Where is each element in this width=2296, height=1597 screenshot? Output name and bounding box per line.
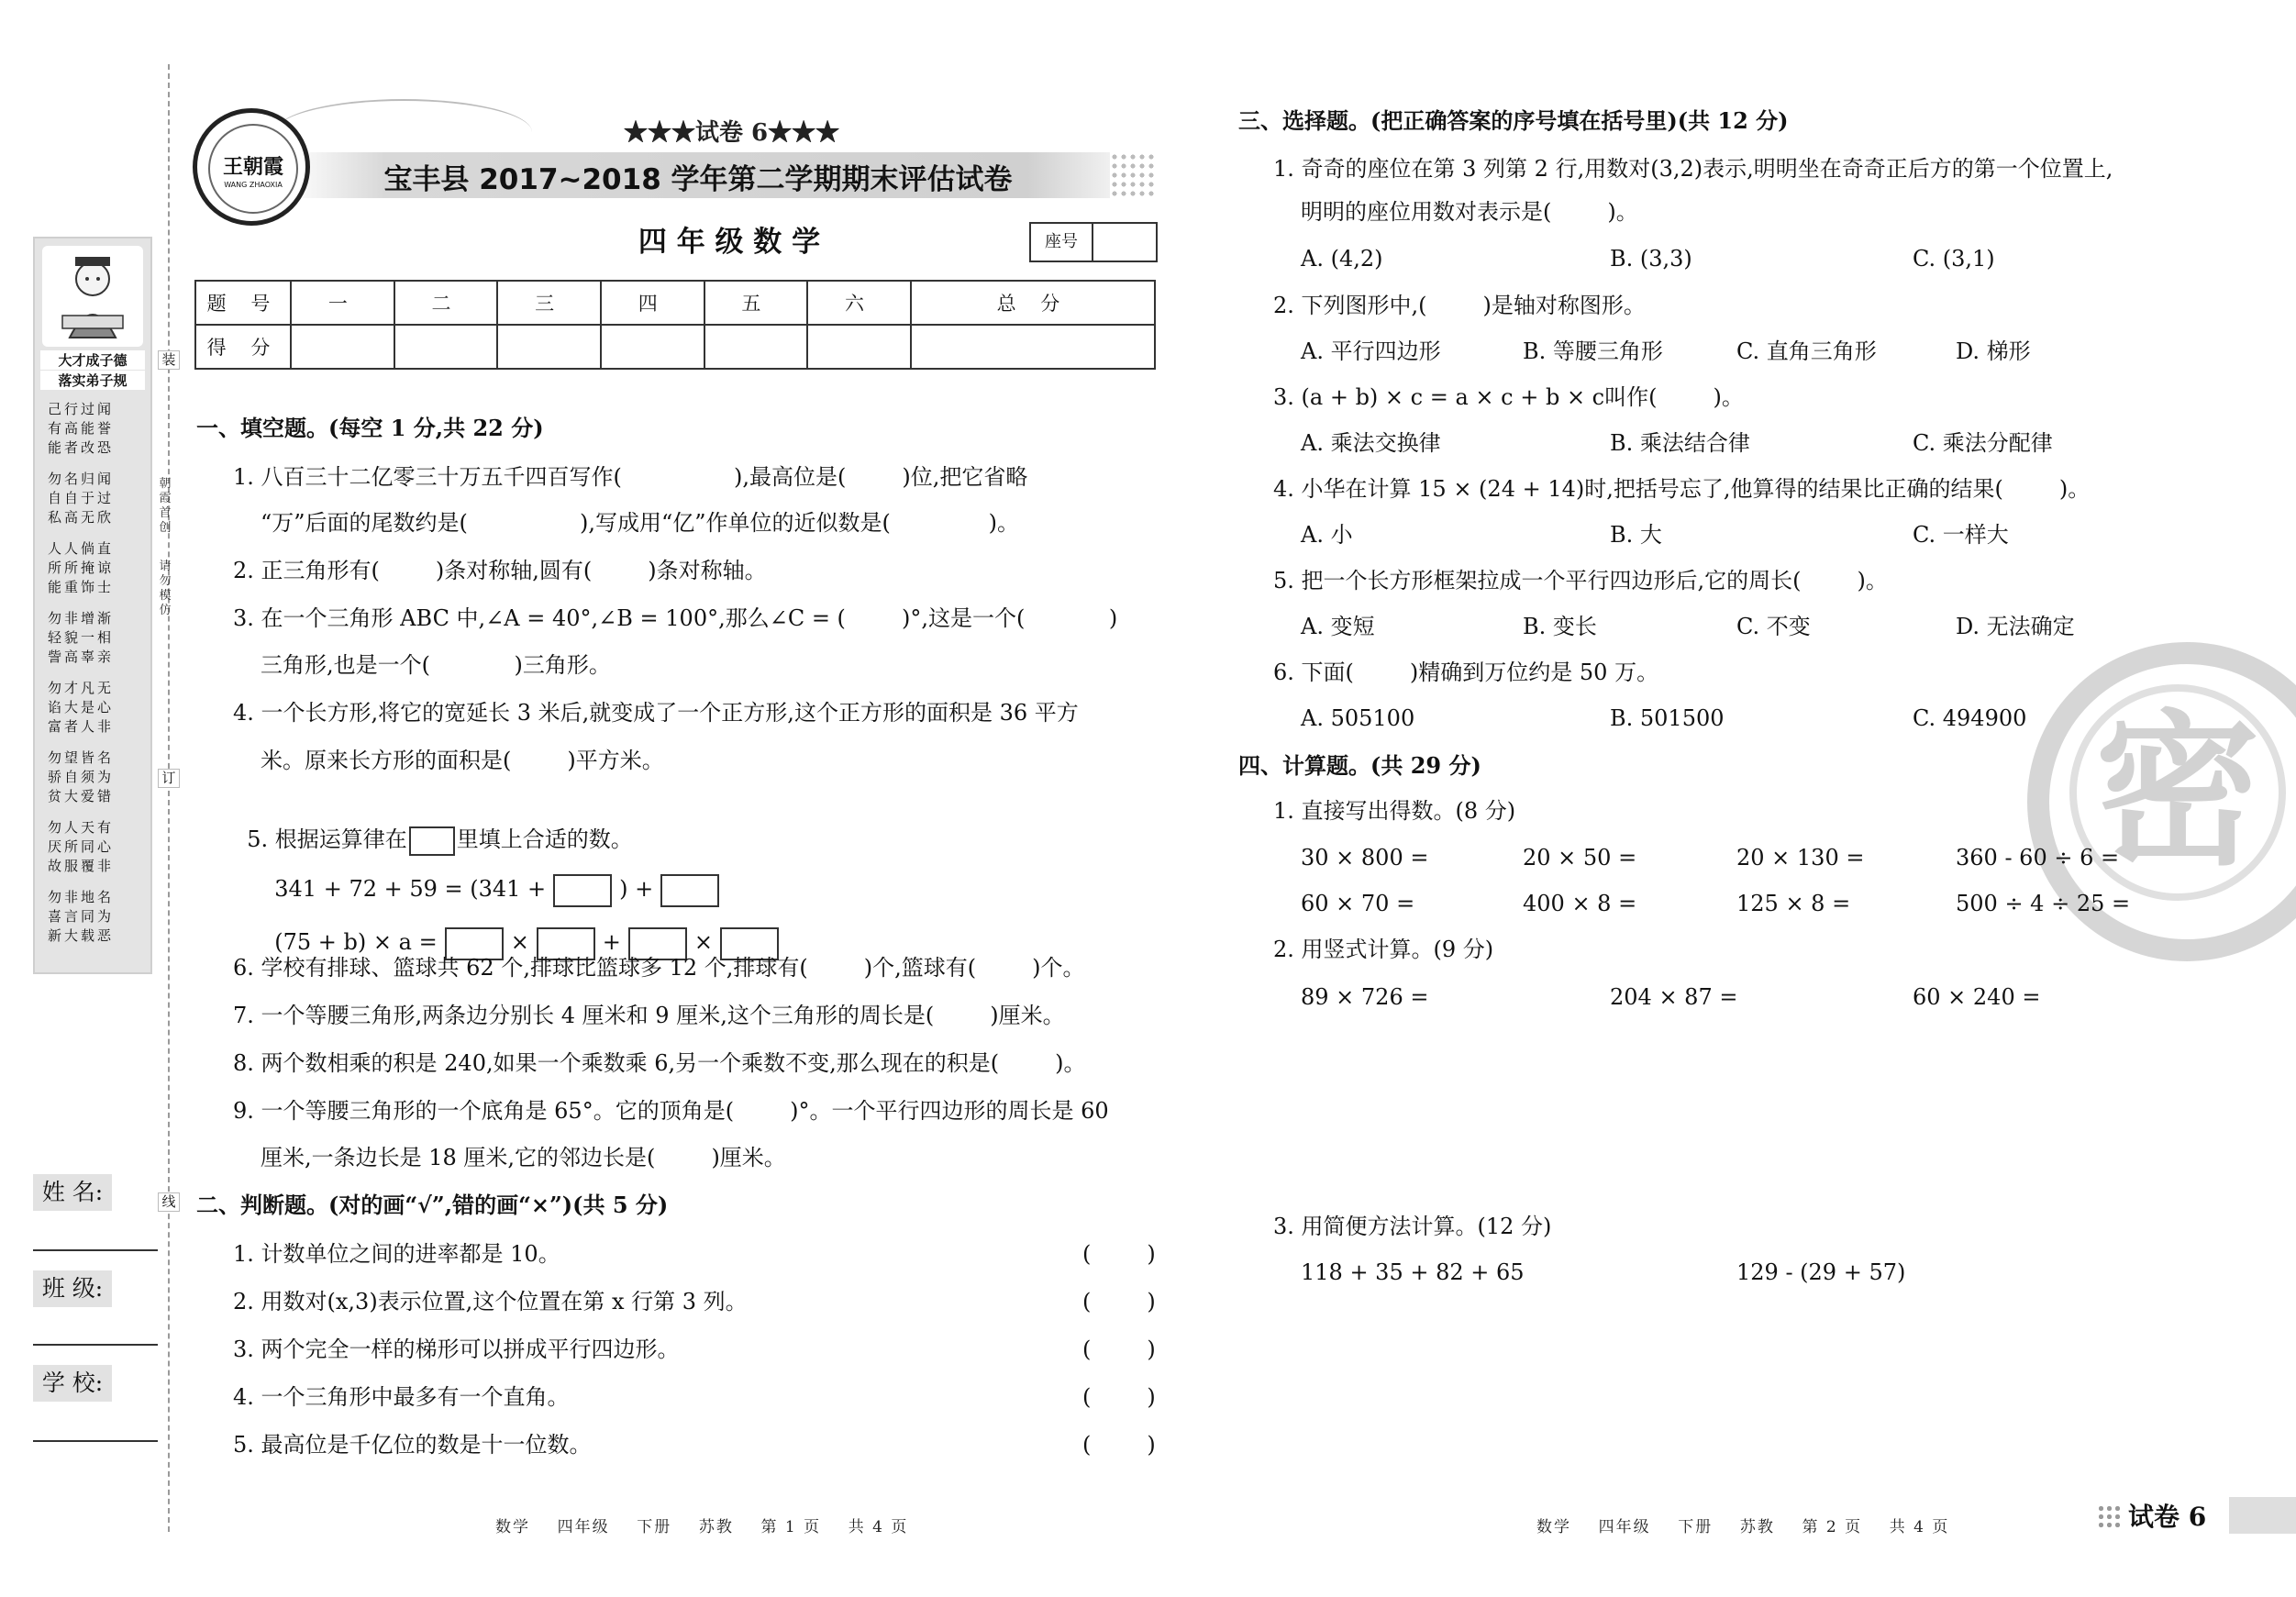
side-note-2: 请勿模仿 bbox=[159, 560, 172, 617]
op-times: × bbox=[510, 929, 529, 955]
op-plus: + bbox=[602, 929, 621, 955]
calc-item: 360 - 60 ÷ 6 = bbox=[1956, 845, 2120, 871]
score-cell[interactable] bbox=[704, 325, 808, 369]
footer-left: 数学 四年级 下册 苏教 第 1 页 共 4 页 bbox=[495, 1518, 909, 1536]
question-line: 9. 一个等腰三角形的一个底角是 65°。它的顶角是( )°。一个平行四边形的周长是 60 bbox=[233, 1098, 1109, 1124]
part-2-title: 2. 用竖式计算。(9 分) bbox=[1273, 937, 1494, 962]
score-cell[interactable] bbox=[394, 325, 498, 369]
judge-item: 1. 计数单位之间的进率都是 10。 bbox=[233, 1241, 560, 1267]
name-label: 姓 名: bbox=[33, 1174, 112, 1211]
score-table bbox=[194, 280, 1156, 370]
table-cell: 三 bbox=[497, 281, 601, 325]
question-line: 6. 下面( )精确到万位约是 50 万。 bbox=[1273, 660, 1659, 685]
question-line: 4. 一个长方形,将它的宽延长 3 米后,就变成了一个正方形,这个正方形的面积是 36 平方 bbox=[233, 700, 1079, 726]
option-a: A. 乘法交换律 bbox=[1301, 430, 1441, 456]
rule-block: 勿才凡无 谄大是心 富者人非 bbox=[48, 680, 115, 735]
calc-item: 60 × 240 = bbox=[1913, 984, 2041, 1010]
banner-dots bbox=[1110, 152, 1154, 198]
question-line: 2. 下列图形中,( )是轴对称图形。 bbox=[1273, 293, 1646, 318]
binding-tag-zhuang: 装 bbox=[158, 350, 180, 370]
question-line: 5. 把一个长方形框架拉成一个平行四边形后,它的周长( )。 bbox=[1273, 568, 1888, 593]
question-line: 8. 两个数相乘的积是 240,如果一个乘数乘 6,另一个乘数不变,那么现在的积是( )。 bbox=[233, 1050, 1086, 1076]
binding-tag-xian: 线 bbox=[158, 1192, 180, 1212]
option-b: B. 大 bbox=[1610, 522, 1662, 548]
side-note-1: 朝霞首创 bbox=[159, 477, 172, 535]
question-line: 明明的座位用数对表示是( )。 bbox=[1301, 199, 1638, 225]
option-c: C. 乘法分配律 bbox=[1913, 430, 2053, 456]
op-times: × bbox=[693, 929, 714, 955]
q5-prefix: 5. 根据运算律在 bbox=[247, 826, 407, 852]
question-line: 3. (a + b) × c = a × c + b × c叫作( )。 bbox=[1273, 384, 1744, 410]
score-cell[interactable] bbox=[601, 325, 704, 369]
name-field[interactable] bbox=[33, 1249, 158, 1251]
question-line: “万”后面的尾数约是( ),写成用“亿”作单位的近似数是( )。 bbox=[261, 510, 1020, 536]
question-line: 2. 正三角形有( )条对称轴,圆有( )条对称轴。 bbox=[233, 558, 767, 583]
option-a: A. 小 bbox=[1301, 522, 1353, 548]
option-b: B. 等腰三角形 bbox=[1523, 338, 1663, 364]
judge-answer-paren[interactable]: ( ) bbox=[1082, 1432, 1156, 1458]
section-3-title: 三、选择题。(把正确答案的序号填在括号里)(共 12 分) bbox=[1238, 107, 1789, 134]
calc-item: 60 × 70 = bbox=[1301, 891, 1415, 916]
rule-block: 勿非地名 喜言同为 新大载恶 bbox=[48, 889, 115, 944]
table-cell: 总 分 bbox=[911, 281, 1155, 325]
part-1-title: 1. 直接写出得数。(8 分) bbox=[1273, 798, 1516, 824]
rule-block: 勿人天有 厌所同心 故服覆非 bbox=[48, 819, 115, 874]
score-table-score-row bbox=[195, 325, 1155, 369]
q5-suffix: 里填上合适的数。 bbox=[456, 826, 633, 852]
scholar-mascot-icon bbox=[42, 246, 143, 347]
class-label: 班 级: bbox=[33, 1270, 112, 1307]
eq1-part-a: 341 + 72 + 59 = (341 + bbox=[274, 876, 547, 902]
option-c: C. 494900 bbox=[1913, 705, 2027, 731]
rule-block: 勿非增渐 轻貌一相 訾高辜亲 bbox=[48, 610, 115, 665]
corner-paper-label: 试卷 6 bbox=[2128, 1502, 2207, 1532]
motto-line-2: 落实弟子规 bbox=[40, 371, 145, 390]
table-cell: 得 分 bbox=[195, 325, 291, 369]
exam-title: 宝丰县 2017~2018 学年第二学期期末评估试卷 bbox=[383, 163, 1013, 196]
table-cell: 二 bbox=[394, 281, 498, 325]
calc-item: 30 × 800 = bbox=[1301, 845, 1429, 871]
logo-text: 王朝霞 bbox=[222, 155, 283, 179]
q5-equation-2 bbox=[261, 895, 786, 960]
question-line: 6. 学校有排球、篮球共 62 个,排球比篮球多 12 个,排球有( )个,篮球有( )个。 bbox=[233, 955, 1085, 981]
option-c: C. 直角三角形 bbox=[1736, 338, 1877, 364]
section-2-title: 二、判断题。(对的画“√”,错的画“×”)(共 5 分) bbox=[196, 1192, 669, 1218]
option-d: D. 无法确定 bbox=[1956, 614, 2075, 639]
option-d: D. 梯形 bbox=[1956, 338, 2031, 364]
motto-line-1: 大才成子德 bbox=[40, 350, 145, 370]
seat-number-field[interactable] bbox=[1093, 224, 1156, 261]
calc-item: 500 ÷ 4 ÷ 25 = bbox=[1956, 891, 2131, 916]
question-line: 米。原来长方形的面积是( )平方米。 bbox=[261, 748, 664, 773]
judge-item: 5. 最高位是千亿位的数是十一位数。 bbox=[233, 1432, 592, 1458]
rule-block: 勿望皆名 骄自须为 贫大爱错 bbox=[48, 749, 115, 804]
question-line: 三角形,也是一个( )三角形。 bbox=[261, 652, 611, 678]
seat-label: 座号 bbox=[1031, 224, 1093, 261]
score-cell[interactable] bbox=[911, 325, 1155, 369]
question-line: 1. 八百三十二亿零三十万五千四百写作( ),最高位是( )位,把它省略 bbox=[233, 464, 1028, 490]
option-b: B. 乘法结合律 bbox=[1610, 430, 1750, 456]
calc-item: 20 × 130 = bbox=[1736, 845, 1865, 871]
option-a: A. (4,2) bbox=[1301, 246, 1383, 272]
footer-right: 数学 四年级 下册 苏教 第 2 页 共 4 页 bbox=[1536, 1518, 1950, 1536]
seal-character: 密 bbox=[2069, 684, 2286, 901]
judge-answer-paren[interactable]: ( ) bbox=[1082, 1336, 1156, 1362]
series-label: ★★★试卷 6★★★ bbox=[624, 119, 840, 147]
calc-item: 118 + 35 + 82 + 65 bbox=[1301, 1259, 1525, 1285]
binding-dash-line bbox=[168, 64, 170, 1532]
option-b: B. 变长 bbox=[1523, 614, 1597, 639]
question-line: 1. 奇奇的座位在第 3 列第 2 行,用数对(3,2)表示,明明坐在奇奇正后方的第一个位置上, bbox=[1273, 156, 2113, 182]
judge-answer-paren[interactable]: ( ) bbox=[1082, 1384, 1156, 1410]
part-3-title: 3. 用简便方法计算。(12 分) bbox=[1273, 1214, 1552, 1239]
rule-block: 己行过闻 有高能誉 能者改恐 bbox=[48, 401, 115, 456]
calc-item: 89 × 726 = bbox=[1301, 984, 1429, 1010]
table-cell: 四 bbox=[601, 281, 704, 325]
score-cell[interactable] bbox=[807, 325, 911, 369]
binding-tag-ding: 订 bbox=[158, 769, 180, 788]
option-c: C. (3,1) bbox=[1913, 246, 1995, 272]
score-cell[interactable] bbox=[291, 325, 394, 369]
logo-subtext: WANG ZHAOXIA bbox=[224, 181, 283, 189]
table-cell: 一 bbox=[291, 281, 394, 325]
option-a: A. 平行四边形 bbox=[1301, 338, 1441, 364]
judge-item: 3. 两个完全一样的梯形可以拼成平行四边形。 bbox=[233, 1336, 680, 1362]
eq1-part-b: ) + bbox=[619, 876, 654, 902]
corner-bar bbox=[2229, 1497, 2296, 1534]
option-a: A. 505100 bbox=[1301, 705, 1415, 731]
calc-item: 129 - (29 + 57) bbox=[1736, 1259, 1906, 1285]
option-b: B. (3,3) bbox=[1610, 246, 1692, 272]
calc-item: 125 × 8 = bbox=[1736, 891, 1851, 916]
score-cell[interactable] bbox=[497, 325, 601, 369]
option-a: A. 变短 bbox=[1301, 614, 1375, 639]
judge-answer-paren[interactable]: ( ) bbox=[1082, 1289, 1156, 1314]
question-line: 4. 小华在计算 15 × (24 + 14)时,把括号忘了,他算得的结果比正确的结果( )。 bbox=[1273, 476, 2091, 502]
seat-number-box bbox=[1029, 222, 1158, 262]
section-1-title: 一、填空题。(每空 1 分,共 22 分) bbox=[196, 415, 544, 441]
question-line: 7. 一个等腰三角形,两条边分别长 4 厘米和 9 厘米,这个三角形的周长是( )厘米。 bbox=[233, 1003, 1065, 1028]
class-field[interactable] bbox=[33, 1344, 158, 1346]
judge-answer-paren[interactable]: ( ) bbox=[1082, 1241, 1156, 1267]
motto-panel bbox=[33, 237, 152, 974]
option-c: C. 不变 bbox=[1736, 614, 1811, 639]
question-line: 3. 在一个三角形 ABC 中,∠A = 40°,∠B = 100°,那么∠C = ( )°,这是一个( ) bbox=[233, 605, 1118, 631]
section-4-title: 四、计算题。(共 29 分) bbox=[1238, 752, 1481, 779]
corner-dots bbox=[2097, 1504, 2121, 1528]
rule-block: 人人倘直 所所掩谅 能重饰士 bbox=[48, 540, 115, 595]
table-cell: 六 bbox=[807, 281, 911, 325]
eq2-part-a: (75 + b) × a = bbox=[274, 929, 438, 955]
score-table-header-row bbox=[195, 281, 1155, 325]
judge-item: 4. 一个三角形中最多有一个直角。 bbox=[233, 1384, 570, 1410]
option-b: B. 501500 bbox=[1610, 705, 1725, 731]
table-cell: 题 号 bbox=[195, 281, 291, 325]
rule-block: 勿名归闻 自自于过 私高无欣 bbox=[48, 471, 115, 526]
option-c: C. 一样大 bbox=[1913, 522, 2009, 548]
judge-item: 2. 用数对(x,3)表示位置,这个位置在第 x 行第 3 列。 bbox=[233, 1289, 748, 1314]
calc-item: 204 × 87 = bbox=[1610, 984, 1738, 1010]
table-cell: 五 bbox=[704, 281, 808, 325]
calc-item: 20 × 50 = bbox=[1523, 845, 1637, 871]
school-field[interactable] bbox=[33, 1440, 158, 1442]
school-label: 学 校: bbox=[33, 1365, 112, 1402]
exam-subtitle: 四 年 级 数 学 bbox=[638, 226, 821, 259]
question-line: 厘米,一条边长是 18 厘米,它的邻边长是( )厘米。 bbox=[261, 1145, 786, 1170]
calc-item: 400 × 8 = bbox=[1523, 891, 1637, 916]
